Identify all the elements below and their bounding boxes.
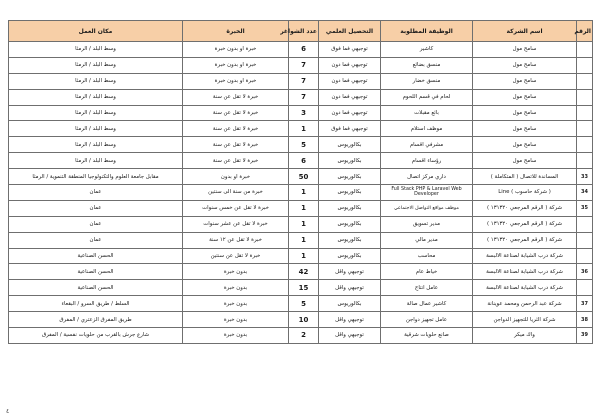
table-row [9, 248, 593, 264]
table-row [9, 280, 593, 296]
cell-job: محاسب [381, 248, 473, 264]
cell-count: 1 [289, 216, 319, 232]
cell-education: بكالوريوس [319, 296, 381, 312]
cell-count: 7 [289, 89, 319, 105]
cell-experience: بدون خبرة [183, 264, 289, 280]
cell-num [577, 153, 593, 169]
cell-company: شركة ( الرقم المرجعي ١٣١٣٢٠ ) [473, 216, 577, 232]
cell-num [577, 89, 593, 105]
cell-location: وسط البلد / الرمثا [9, 105, 183, 121]
cell-job: موظف استلام [381, 121, 473, 137]
cell-num [577, 232, 593, 248]
page-number: ٤ [6, 408, 10, 415]
cell-education: توجيهي واقل [319, 264, 381, 280]
cell-location: الحسن الصناعية [9, 280, 183, 296]
table-row [9, 232, 593, 248]
cell-job: عامل انتاج [381, 280, 473, 296]
cell-count: 6 [289, 153, 319, 169]
cell-count: 1 [289, 121, 319, 137]
cell-experience: خبرة لا تقل عن سنتين [183, 248, 289, 264]
cell-experience: خبرة او بدون خبرة [183, 73, 289, 89]
cell-num: 39 [577, 328, 593, 344]
cell-job: مدير تسويق [381, 216, 473, 232]
cell-experience: خبرة لا تقل عن سنة [183, 153, 289, 169]
cell-job: مشرفي اقسام [381, 137, 473, 153]
cell-experience: خبرة لا تقل عن خمس سنوات [183, 200, 289, 216]
cell-education: بكالوريوس [319, 137, 381, 153]
header-count: عدد الشواغر [289, 21, 319, 42]
cell-num [577, 280, 593, 296]
cell-education: توجيهي واقل [319, 328, 381, 344]
table-row [9, 153, 593, 169]
cell-company: ( شركة حاسوب ) Line [473, 185, 577, 201]
cell-job: عامل تجهيز دواجن [381, 312, 473, 328]
cell-education: بكالوريوس [319, 153, 381, 169]
cell-company: شركة ( الرقم المرجعي ١٣١٣٢٠ ) [473, 200, 577, 216]
cell-num: 35 [577, 200, 593, 216]
cell-experience: بدون خبرة [183, 328, 289, 344]
cell-job: منسق بضائع [381, 57, 473, 73]
cell-count: 5 [289, 296, 319, 312]
cell-education: توجيهي فما فوق [319, 42, 381, 58]
cell-count: 3 [289, 105, 319, 121]
cell-count: 7 [289, 73, 319, 89]
cell-num [577, 57, 593, 73]
cell-experience: بدون خبرة [183, 296, 289, 312]
cell-company: شركة درب الشيابة لصناعة الالبسة [473, 280, 577, 296]
cell-location: وسط البلد / الرمثا [9, 73, 183, 89]
cell-experience: خبرة لا تقل عن سنة [183, 137, 289, 153]
cell-education: بكالوريوس [319, 169, 381, 185]
cell-education: توجيهي فما دون [319, 105, 381, 121]
cell-location: وسط البلد / الرمثا [9, 42, 183, 58]
table-row [9, 216, 593, 232]
cell-location: السلط / طريق السرو / البقعاء [9, 296, 183, 312]
cell-education: بكالوريوس [319, 232, 381, 248]
cell-num [577, 248, 593, 264]
table-row [9, 312, 593, 328]
cell-num [577, 137, 593, 153]
cell-count: 1 [289, 232, 319, 248]
cell-num: 34 [577, 185, 593, 201]
cell-job: رؤساء اقسام [381, 153, 473, 169]
cell-company: سامح مول [473, 73, 577, 89]
cell-num: 37 [577, 296, 593, 312]
cell-location: الحسن الصناعية [9, 248, 183, 264]
cell-location: وسط البلد / الرمثا [9, 153, 183, 169]
cell-location: عمان [9, 216, 183, 232]
header-location: مكان العمل [9, 21, 183, 42]
cell-experience: خبرة او بدون خبرة [183, 42, 289, 58]
cell-count: 5 [289, 137, 319, 153]
cell-experience: خبرة لا تقل عن عشر سنوات [183, 216, 289, 232]
cell-location: عمان [9, 232, 183, 248]
cell-count: 15 [289, 280, 319, 296]
cell-num [577, 216, 593, 232]
cell-location: وسط البلد / الرمثا [9, 89, 183, 105]
cell-num: 38 [577, 312, 593, 328]
cell-location: مقابل جامعة العلوم والتكنولوجيا المنطقة التنموية / الرمثا [9, 169, 183, 185]
cell-company: سامح مول [473, 137, 577, 153]
cell-count: 50 [289, 169, 319, 185]
cell-num: 33 [577, 169, 593, 185]
cell-company: سامح مول [473, 89, 577, 105]
cell-experience: بدون خبرة [183, 280, 289, 296]
cell-job: لحام في قسم اللحوم [381, 89, 473, 105]
cell-experience: خبرة لا تقل عن ١٢ سنة [183, 232, 289, 248]
cell-education: توجيهي فما دون [319, 57, 381, 73]
cell-education: توجيهي فما دون [319, 89, 381, 105]
cell-num [577, 73, 593, 89]
cell-count: 6 [289, 42, 319, 58]
cell-company: شركة درب الشيابة لصناعة الالبسة [473, 264, 577, 280]
table-row [9, 121, 593, 137]
cell-education: بكالوريوس [319, 185, 381, 201]
cell-company: سامح مول [473, 57, 577, 73]
header-num: الرقم [577, 21, 593, 42]
cell-num [577, 42, 593, 58]
cell-company: سامح مول [473, 153, 577, 169]
header-job: الوظيفة المطلوبة [381, 21, 473, 42]
cell-company: شركة الثريا للتجهيز الدواجن [473, 312, 577, 328]
table-row [9, 89, 593, 105]
cell-count: 1 [289, 200, 319, 216]
cell-job: مدير مالي [381, 232, 473, 248]
jobs-table [8, 20, 593, 344]
cell-job: منسق خضار [381, 73, 473, 89]
cell-location: وسط البلد / الرمثا [9, 121, 183, 137]
cell-job: بائع مقبلات [381, 105, 473, 121]
cell-count: 42 [289, 264, 319, 280]
header-row [9, 21, 593, 42]
cell-experience: خبرة من سنة الى سنتين [183, 185, 289, 201]
cell-company: شركة درب الشيابة لصناعة الالبسة [473, 248, 577, 264]
cell-experience: خبرة لا تقل عن سنة [183, 89, 289, 105]
cell-count: 1 [289, 185, 319, 201]
cell-count: 2 [289, 328, 319, 344]
cell-education: توجيهي فما فوق [319, 121, 381, 137]
cell-location: الحسن الصناعية [9, 264, 183, 280]
cell-experience: بدون خبرة [183, 312, 289, 328]
cell-num [577, 121, 593, 137]
jobs-sheet [8, 20, 592, 408]
cell-education: بكالوريوس [319, 216, 381, 232]
header-experience: الخبرة [183, 21, 289, 42]
cell-company: شركة عبد الرحمن ومحمد عوينانة [473, 296, 577, 312]
cell-company: شركة ( الرقم المرجعي ١٣١٣٢٠ ) [473, 232, 577, 248]
table-row [9, 73, 593, 89]
cell-company: سامح مول [473, 105, 577, 121]
cell-job: Full Stack PHP & Laravel Web Developer [381, 185, 473, 201]
cell-experience: خبرة او بدون [183, 169, 289, 185]
cell-job: صانع حلويات شرقية [381, 328, 473, 344]
cell-location: وسط البلد / الرمثا [9, 137, 183, 153]
cell-location: وسط البلد / الرمثا [9, 57, 183, 73]
cell-company: واك ميكر [473, 328, 577, 344]
cell-education: توجيهي واقل [319, 280, 381, 296]
cell-company: سامح مول [473, 121, 577, 137]
table-row [9, 185, 593, 201]
table-row [9, 137, 593, 153]
table-row [9, 328, 593, 344]
table-body [9, 42, 593, 344]
cell-education: توجيهي فما دون [319, 73, 381, 89]
table-row [9, 105, 593, 121]
cell-job: كاشير عمال صالة [381, 296, 473, 312]
table-row [9, 169, 593, 185]
header-company: اسم الشركة [473, 21, 577, 42]
cell-experience: خبرة او بدون خبرة [183, 57, 289, 73]
cell-count: 7 [289, 57, 319, 73]
table-row [9, 57, 593, 73]
cell-num: 36 [577, 264, 593, 280]
cell-company: المساندة للاتصال ( المتكاملة ) [473, 169, 577, 185]
table-row [9, 42, 593, 58]
cell-location: شارع جرش بالقرب من حلويات نفسية / المفرق [9, 328, 183, 344]
header-education: التحصيل العلمي [319, 21, 381, 42]
cell-count: 1 [289, 248, 319, 264]
table-row [9, 200, 593, 216]
table-row [9, 264, 593, 280]
cell-job: موظف مواقع التواصل الاجتماعي [381, 200, 473, 216]
cell-experience: خبرة لا تقل عن سنة [183, 121, 289, 137]
cell-education: بكالوريوس [319, 200, 381, 216]
cell-job: خياط عام [381, 264, 473, 280]
cell-location: عمان [9, 200, 183, 216]
table-row [9, 296, 593, 312]
cell-job: داري مركز اتصال [381, 169, 473, 185]
cell-company: سامح مول [473, 42, 577, 58]
cell-location: طريق المفرق الزعتري / المفرق [9, 312, 183, 328]
cell-count: 10 [289, 312, 319, 328]
cell-education: بكالوريوس [319, 248, 381, 264]
cell-location: عمان [9, 185, 183, 201]
cell-education: توجيهي واقل [319, 312, 381, 328]
cell-experience: خبرة لا تقل عن سنة [183, 105, 289, 121]
cell-num [577, 105, 593, 121]
cell-job: كاشير [381, 42, 473, 58]
